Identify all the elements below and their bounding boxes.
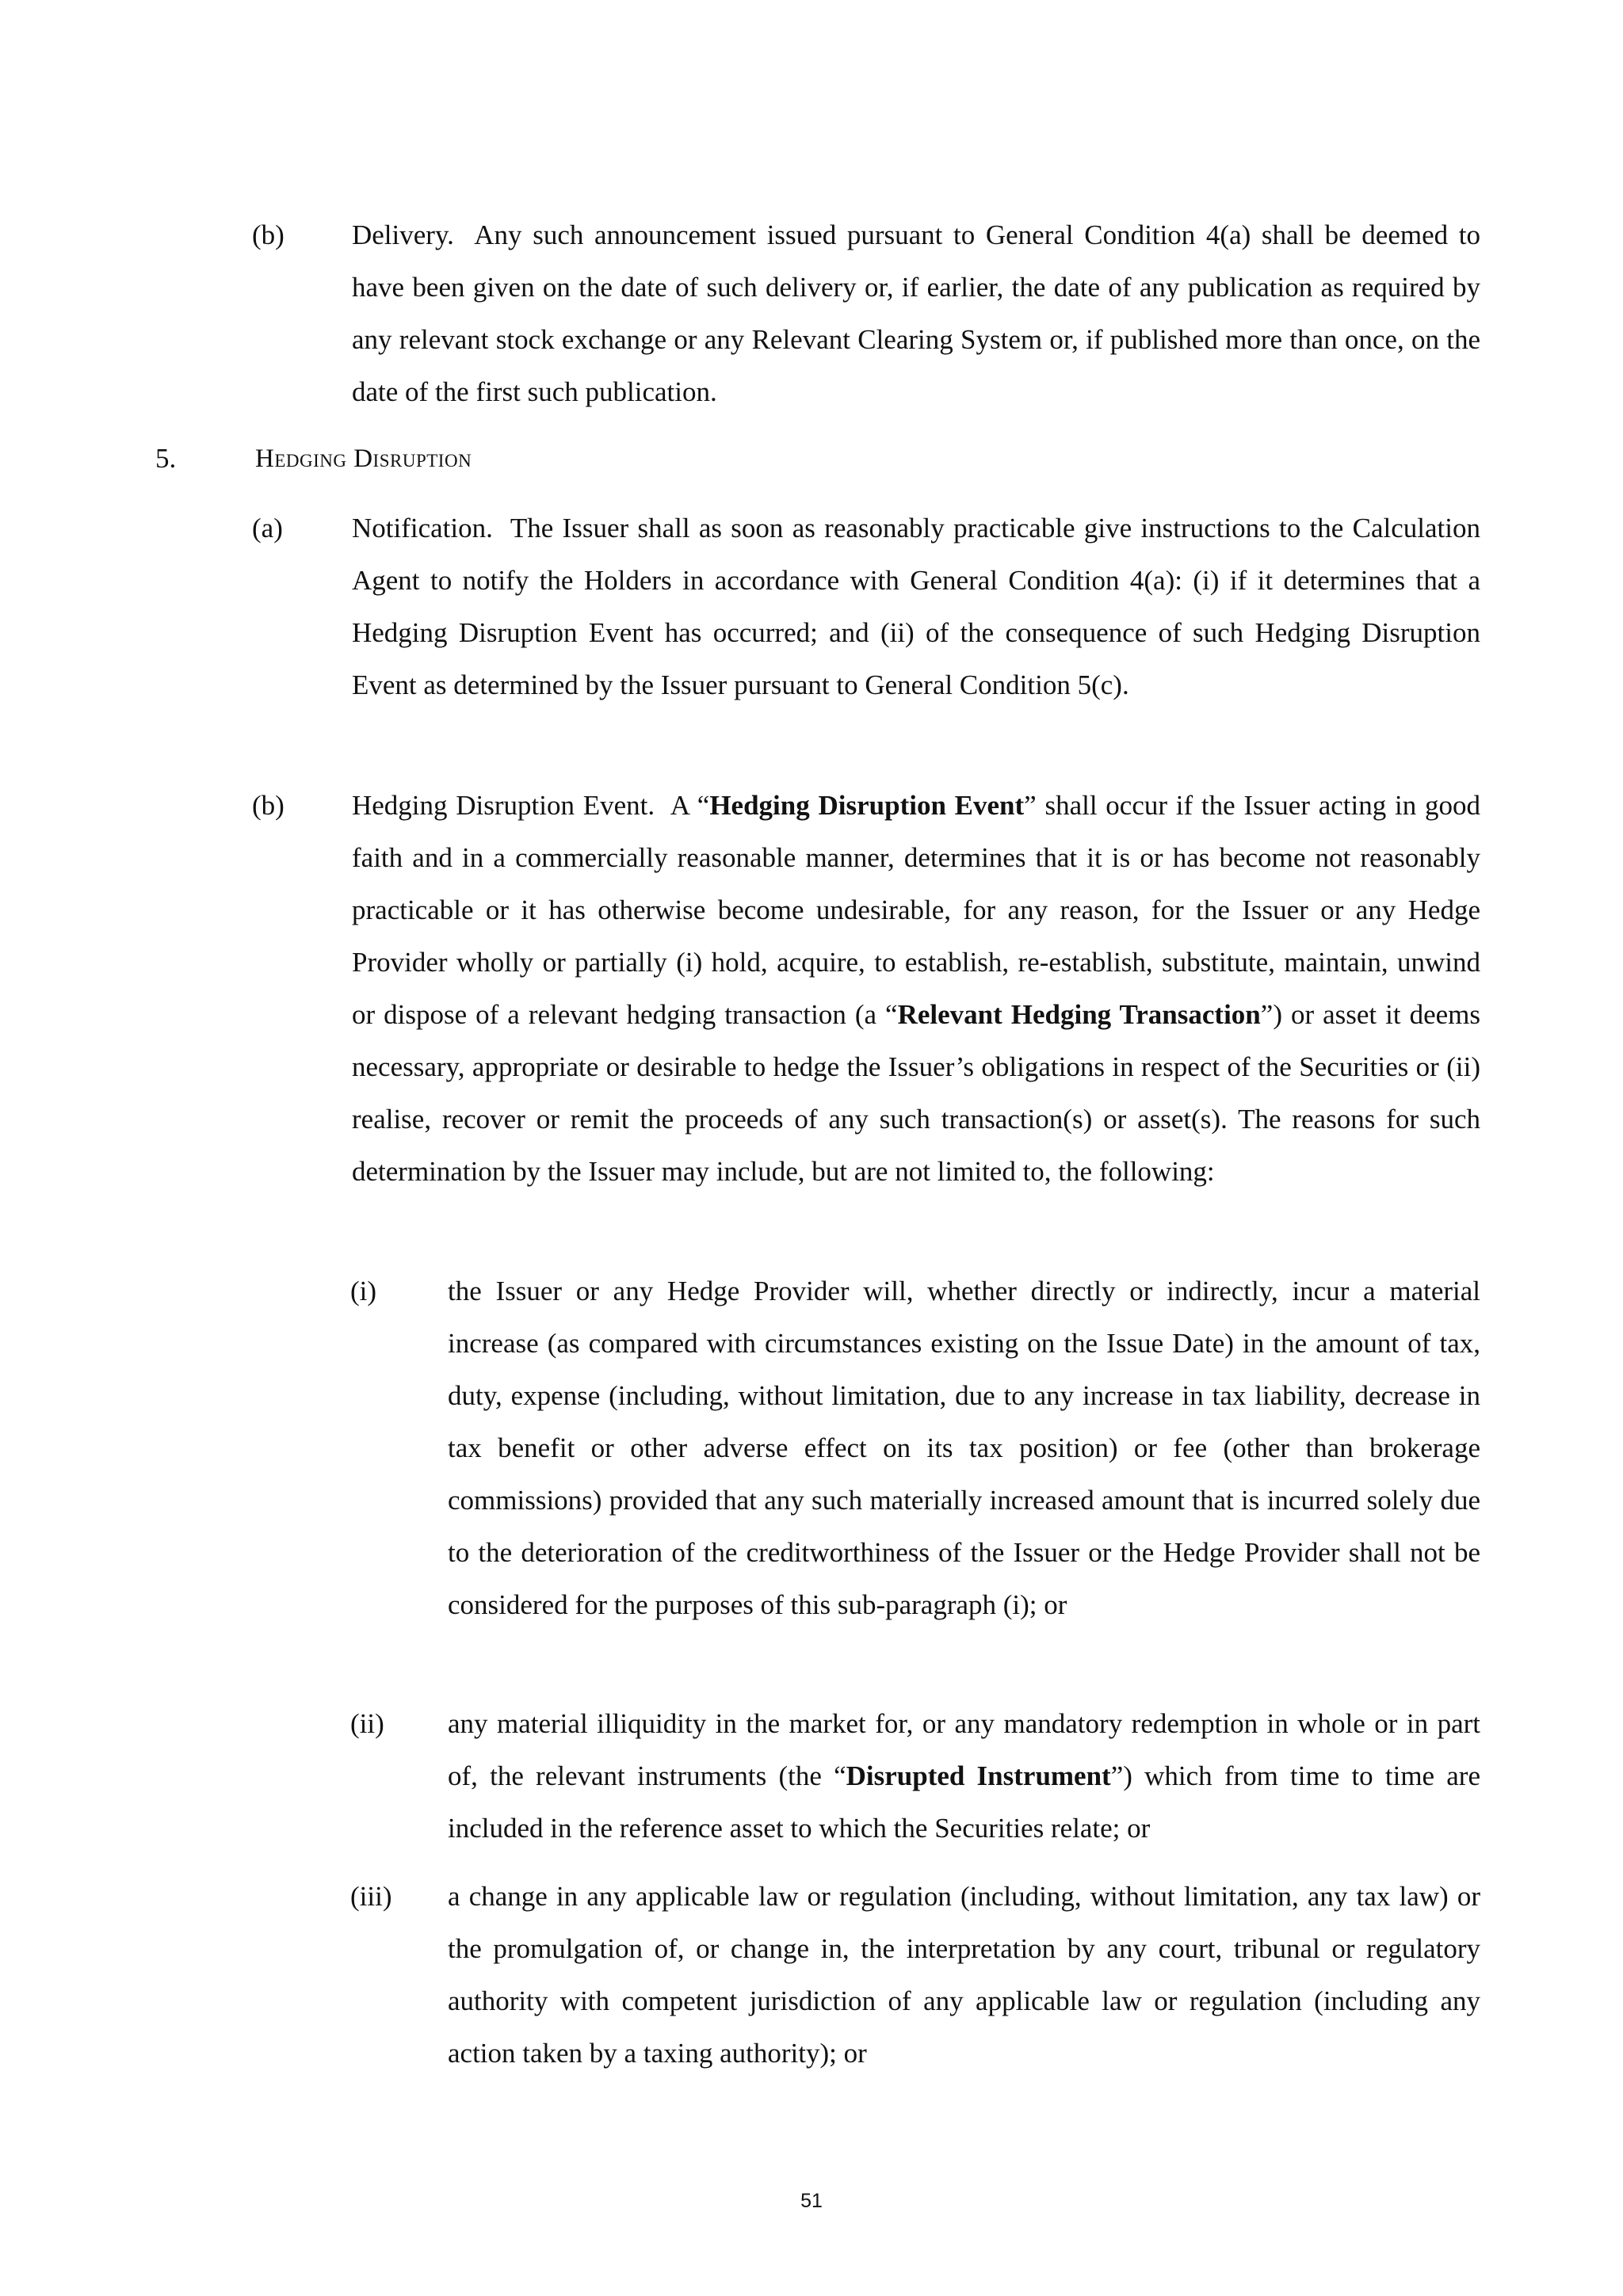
para-5b-text-1: A “ — [670, 790, 710, 821]
defined-term-relevant-hedging-transaction: Relevant Hedging Transaction — [897, 999, 1261, 1030]
para-5a-title: Notification. — [352, 513, 493, 543]
item-i-body: the Issuer or any Hedge Provider will, whether directly or indirectly, incur a material increase (as compared with circumstances existing on the Issue Date) in the amount of tax, duty, expense (including, without limitation, due to any increase in tax liability, decrease in tax benefit or other adverse effect on its tax position) or fee (other than brokerage commissions) provided that any such materially increased amount that is incurred solely due to the deterioration of the creditworthiness of the Issuer or the Hedge Provider shall not be considered for the purposes of this sub-paragraph (i); or — [448, 1276, 1480, 1620]
item-i-label: (i) — [350, 1276, 377, 1306]
para-5b-text-3: ”) or asset it deems necessary, appropriate or desirable to hedge the Issuer’s obligations in respect of the Securities or (ii) realise, recover or remit the proceeds of any such transaction(s) or asset(s). The reasons for such determination by the Issuer may include, but are not limited to, the following: — [352, 999, 1481, 1187]
item-iii-label: (iii) — [350, 1881, 392, 1912]
para-4b-label: (b) — [252, 219, 285, 250]
para-5b-body — [352, 780, 1480, 1198]
section-5-heading: Hedging Disruption — [255, 444, 472, 473]
section-5-number: 5. — [155, 443, 177, 474]
para-5b-text-2: ” shall occur if the Issuer acting in good faith and in a commercially reasonable manner, determines that it is or has become not reasonably practicable or it has otherwise become undesirable, for any reason, for the Issuer or any Hedge Provider wholly or partially (i) hold, acquire, to establish, re-establish, substitute, maintain, unwind or dispose of a relevant hedging transaction (a “ — [352, 790, 1480, 1030]
defined-term-disrupted-instrument: Disrupted Instrument — [846, 1760, 1111, 1791]
para-4b-text: Any such announcement issued pursuant to General Condition 4(a) shall be deemed to have been given on the date of such delivery or, if earlier, the date of any publication as required by any relevant stock exchange or any Relevant Clearing System or, if published more than once, on the date of the first such publication. — [352, 219, 1480, 407]
para-5b-title: Hedging Disruption Event. — [352, 790, 655, 821]
para-4b-title: Delivery. — [352, 219, 454, 250]
item-ii-body — [448, 1698, 1480, 1855]
item-ii-text-2: ”) which from time to time are included in the reference asset to which the Securities relate; or — [448, 1760, 1480, 1844]
item-iii-body: a change in any applicable law or regulation (including, without limitation, any tax law) or the promulgation of, or change in, the interpretation by any court, tribunal or regulatory authority with competent jurisdiction of any applicable law or regulation (including any action taken by a taxing authority); or — [448, 1881, 1480, 2069]
page-number: 51 — [800, 2190, 823, 2212]
para-5a-text: The Issuer shall as soon as reasonably practicable give instructions to the Calculation Agent to notify the Holders in accordance with General Condition 4(a): (i) if it determines that a Hedging Disruption Event has occurred; and (ii) of the consequence of such Hedging Disruption Event as determined by the Issuer pursuant to General Condition 5(c). — [352, 513, 1480, 700]
para-4b-body — [352, 209, 1480, 418]
para-5a-body — [352, 502, 1480, 711]
defined-term-hedging-disruption-event: Hedging Disruption Event — [709, 790, 1025, 821]
para-5a-label: (a) — [252, 513, 283, 543]
para-5b-label: (b) — [252, 790, 285, 821]
item-ii-text-1: any material illiquidity in the market for, or any mandatory redemption in whole or in part of, the relevant instruments (the “ — [448, 1708, 1480, 1791]
item-ii-label: (ii) — [350, 1708, 384, 1739]
